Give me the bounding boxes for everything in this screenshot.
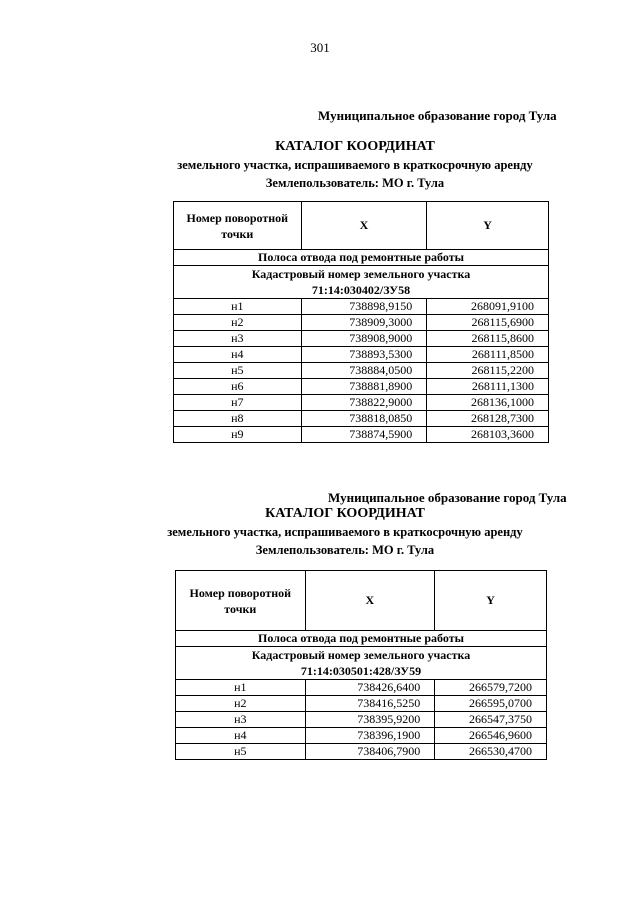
y-cell: 268111,1300 [427,379,549,395]
section-label: Полоса отвода под ремонтные работы [174,250,549,266]
point-cell: н5 [174,363,302,379]
x-cell: 738406,7900 [305,744,435,760]
catalog-subtitle: земельного участка, испрашиваемого в краткосрочную аренду [177,158,533,172]
point-cell: н2 [176,696,306,712]
x-cell: 738395,9200 [305,712,435,728]
header-y: Y [435,571,547,631]
x-cell: 738908,9000 [301,331,427,347]
land-user: Землепользователь: МО г. Тула [255,543,435,557]
y-cell: 268115,6900 [427,315,549,331]
cadastral-cell [174,266,549,299]
header-x: X [301,202,427,250]
table-body [176,680,547,760]
catalog-subtitle: земельного участка, испрашиваемого в краткосрочную аренду [167,525,523,539]
municipality-title: Муниципальное образование город Тула [318,108,557,123]
table-row [174,395,549,411]
table-row [174,411,549,427]
point-cell: н7 [174,395,302,411]
point-cell: н4 [174,347,302,363]
y-cell: 268091,9100 [427,299,549,315]
page-number: 301 [310,40,330,55]
header-point: Номер поворотной точки [176,571,306,631]
y-cell: 268136,1000 [427,395,549,411]
x-cell: 738909,3000 [301,315,427,331]
coordinates-table [173,201,549,443]
x-cell: 738426,6400 [305,680,435,696]
table-row [174,427,549,443]
y-cell: 266547,3750 [435,712,547,728]
section-row [174,250,549,266]
cadastral-row [174,266,549,299]
table-row [174,379,549,395]
table-row [176,712,547,728]
table-row [176,696,547,712]
catalog-heading [150,505,540,559]
cadastral-row [176,647,547,680]
cadastral-cell [176,647,547,680]
x-cell: 738818,0850 [301,411,427,427]
cadastral-number: 71:14:030501:428/ЗУ59 [300,664,422,678]
y-cell: 266579,7200 [435,680,547,696]
table-header-row [176,571,547,631]
header-x: X [305,571,435,631]
x-cell: 738396,1900 [305,728,435,744]
table-row [174,347,549,363]
land-user: Землепользователь: МО г. Тула [265,176,445,190]
point-cell: н8 [174,411,302,427]
point-cell: н2 [174,315,302,331]
y-cell: 268111,8500 [427,347,549,363]
header-point: Номер поворотной точки [174,202,302,250]
table-row [176,728,547,744]
catalog-heading [140,138,570,192]
x-cell: 738893,5300 [301,347,427,363]
point-cell: н6 [174,379,302,395]
table-row [174,331,549,347]
cadastral-label: Кадастровый номер земельного участка [251,648,471,662]
y-cell: 266530,4700 [435,744,547,760]
point-cell: н1 [176,680,306,696]
section-label: Полоса отвода под ремонтные работы [176,631,547,647]
point-cell: н4 [176,728,306,744]
section-row [176,631,547,647]
y-cell: 268115,2200 [427,363,549,379]
table-row [176,744,547,760]
x-cell: 738822,9000 [301,395,427,411]
cadastral-number: 71:14:030402/ЗУ58 [311,283,411,297]
table-body [174,299,549,443]
coordinates-table [175,570,547,760]
y-cell: 266546,9600 [435,728,547,744]
point-cell: н9 [174,427,302,443]
x-cell: 738874,5900 [301,427,427,443]
municipality-title: Муниципальное образование город Тула [328,490,567,505]
table-header-row [174,202,549,250]
point-cell: н5 [176,744,306,760]
table-row [174,299,549,315]
catalog-title: КАТАЛОГ КООРДИНАТ [275,139,435,154]
x-cell: 738898,9150 [301,299,427,315]
catalog-title: КАТАЛОГ КООРДИНАТ [265,506,425,521]
point-cell: н3 [174,331,302,347]
point-cell: н1 [174,299,302,315]
cadastral-label: Кадастровый номер земельного участка [251,267,471,281]
x-cell: 738881,8900 [301,379,427,395]
point-cell: н3 [176,712,306,728]
x-cell: 738884,0500 [301,363,427,379]
table-row [176,680,547,696]
y-cell: 268103,3600 [427,427,549,443]
y-cell: 266595,0700 [435,696,547,712]
y-cell: 268128,7300 [427,411,549,427]
header-y: Y [427,202,549,250]
table-row [174,363,549,379]
y-cell: 268115,8600 [427,331,549,347]
x-cell: 738416,5250 [305,696,435,712]
table-row [174,315,549,331]
